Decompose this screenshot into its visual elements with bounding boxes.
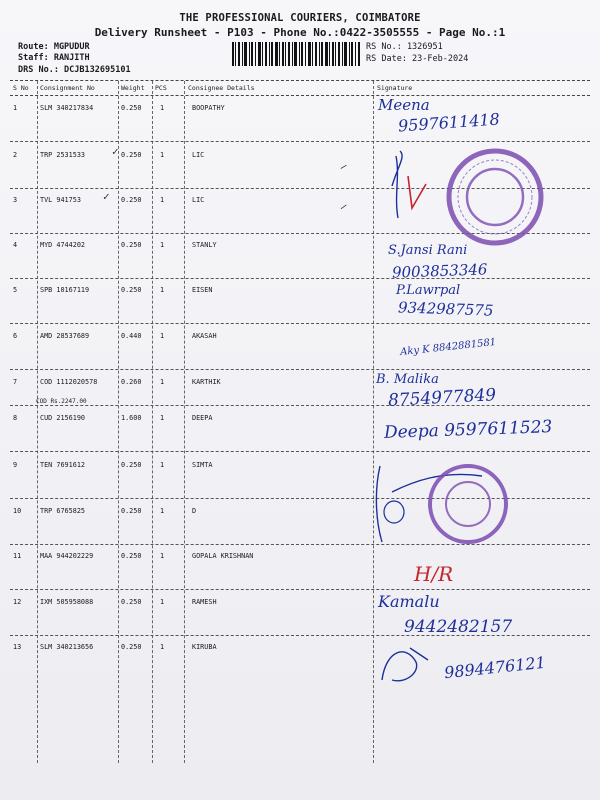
row-pcs: 1 <box>160 196 165 204</box>
row-consignee: GOPALA KRISHNAN <box>192 552 254 560</box>
column-divider <box>373 81 374 763</box>
row-sno: 13 <box>13 643 22 651</box>
staff-label: Staff: RANJITH <box>18 53 90 63</box>
col-sno: S No <box>13 84 29 92</box>
row-pcs: 1 <box>160 378 165 386</box>
row-weight: 0.250 <box>121 598 142 606</box>
row-weight: 0.260 <box>121 378 142 386</box>
row-consignee: D <box>192 507 197 515</box>
row-consignee: AKASAH <box>192 332 217 340</box>
row-consignment: SPB 10167119 <box>40 286 90 294</box>
row-sno: 6 <box>13 332 18 340</box>
signature-phone: 9342987575 <box>397 298 494 320</box>
column-divider <box>184 81 185 763</box>
signature-phone: 9003853346 <box>391 260 488 282</box>
header-rule-bottom <box>10 95 590 96</box>
row-pcs: 1 <box>160 552 165 560</box>
row-consignment: TVL 941753 <box>40 196 81 204</box>
row-consignment: MAA 944202229 <box>40 552 94 560</box>
column-divider <box>152 81 153 763</box>
row-separator <box>10 141 590 142</box>
row-sno: 11 <box>13 552 22 560</box>
signature-text: Aky K 8842881581 <box>399 336 497 359</box>
remark-mark: H/R <box>414 562 454 586</box>
row-sno: 8 <box>13 414 18 422</box>
row-consignee: SIMTA <box>192 461 213 469</box>
row-weight: 1.600 <box>121 414 142 422</box>
signature-scribble <box>376 640 436 690</box>
row-pcs: 1 <box>160 241 165 249</box>
signature-text: P.Lawrpal <box>396 283 461 298</box>
row-sno: 12 <box>13 598 22 606</box>
row-weight: 0.440 <box>121 332 142 340</box>
row-weight: 0.250 <box>121 552 142 560</box>
row-consignee: LIC <box>192 196 205 204</box>
pen-stroke: — <box>336 199 350 214</box>
drs-number: DRS No.: DCJB132695101 <box>18 65 131 75</box>
row-consignment: IXM 505958088 <box>40 598 94 606</box>
column-divider <box>118 81 119 763</box>
col-consignee: Consignee Details <box>188 84 255 92</box>
rs-number: RS No.: 1326951 <box>366 42 443 52</box>
rs-date: RS Date: 23-Feb-2024 <box>366 54 469 64</box>
row-consignee: LIC <box>192 151 205 159</box>
runsheet-subtitle: Delivery Runsheet - P103 - Phone No.:0422-3505555 - Page No.:1 <box>94 26 506 39</box>
column-divider <box>37 81 38 763</box>
row-consignment: MYD 4744202 <box>40 241 86 249</box>
row-sno: 4 <box>13 241 18 249</box>
row-pcs: 1 <box>160 332 165 340</box>
row-weight: 0.250 <box>121 286 142 294</box>
row-pcs: 1 <box>160 461 165 469</box>
signature-text: B. Malika <box>376 372 439 387</box>
signature-text: Deepa 9597611523 <box>383 417 553 443</box>
office-stamp-icon <box>444 146 546 248</box>
col-consignment: Consignment No <box>40 84 95 92</box>
row-consignment: CUD 2156190 <box>40 414 86 422</box>
office-stamp-icon <box>426 462 510 546</box>
row-weight: 0.250 <box>121 241 142 249</box>
col-pcs: PCS <box>155 84 167 92</box>
col-signature: Signature <box>377 84 413 92</box>
row-weight: 0.250 <box>121 151 142 159</box>
row-separator <box>10 451 590 452</box>
row-separator <box>10 369 590 370</box>
row-sno: 3 <box>13 196 18 204</box>
row-pcs: 1 <box>160 286 165 294</box>
row-weight: 0.250 <box>121 196 142 204</box>
row-pcs: 1 <box>160 414 165 422</box>
row-weight: 0.250 <box>121 507 142 515</box>
row-weight: 0.250 <box>121 461 142 469</box>
company-title: THE PROFESSIONAL COURIERS, COIMBATORE <box>179 12 421 24</box>
row-consignee: KIRUBA <box>192 643 217 651</box>
row-consignment: COD 1112020578 <box>40 378 98 386</box>
row-separator <box>10 323 590 324</box>
row-consignment: TRP 6765825 <box>40 507 86 515</box>
route-label: Route: MGPUDUR <box>18 42 90 52</box>
row-consignment: TRP 2531533 <box>40 151 86 159</box>
signature-phone: 8754977849 <box>387 385 497 411</box>
row-weight: 0.250 <box>121 104 142 112</box>
row-consignee: EISEN <box>192 286 213 294</box>
row-consignment: TEN 7691612 <box>40 461 86 469</box>
signature-phone: 9894476121 <box>443 652 547 683</box>
cod-amount: COD Rs.2247.00 <box>36 398 87 405</box>
row-consignment: SLM 340213656 <box>40 643 94 651</box>
row-consignee: DEEPA <box>192 414 213 422</box>
row-separator <box>10 405 590 406</box>
row-separator <box>10 278 590 279</box>
signature-phone: 9597611418 <box>397 109 501 136</box>
row-sno: 10 <box>13 507 22 515</box>
row-consignee: RAMESH <box>192 598 217 606</box>
tick-mark: ✓ <box>103 190 110 203</box>
col-weight: Weight <box>121 84 145 92</box>
row-sno: 2 <box>13 151 18 159</box>
row-pcs: 1 <box>160 151 165 159</box>
row-consignment: AMD 28537689 <box>40 332 90 340</box>
row-pcs: 1 <box>160 507 165 515</box>
row-consignee: BOOPATHY <box>192 104 225 112</box>
header-rule-top <box>10 80 590 81</box>
tick-mark: ✓ <box>112 145 119 158</box>
row-sno: 5 <box>13 286 18 294</box>
signature-text: S.Jansi Rani <box>388 243 468 258</box>
row-consignment: SLM 340217834 <box>40 104 94 112</box>
row-sno: 7 <box>13 378 18 386</box>
row-pcs: 1 <box>160 643 165 651</box>
row-pcs: 1 <box>160 104 165 112</box>
row-weight: 0.250 <box>121 643 142 651</box>
signature-text: Meena <box>378 96 430 114</box>
row-consignee: KARTHIK <box>192 378 221 386</box>
row-consignee: STANLY <box>192 241 217 249</box>
signature-text: Kamalu <box>378 592 440 611</box>
row-separator <box>10 589 590 590</box>
row-pcs: 1 <box>160 598 165 606</box>
signature-phone: 9442482157 <box>404 617 513 637</box>
row-sno: 1 <box>13 104 18 112</box>
pen-stroke: — <box>337 159 350 174</box>
barcode <box>232 42 360 66</box>
row-sno: 9 <box>13 461 18 469</box>
